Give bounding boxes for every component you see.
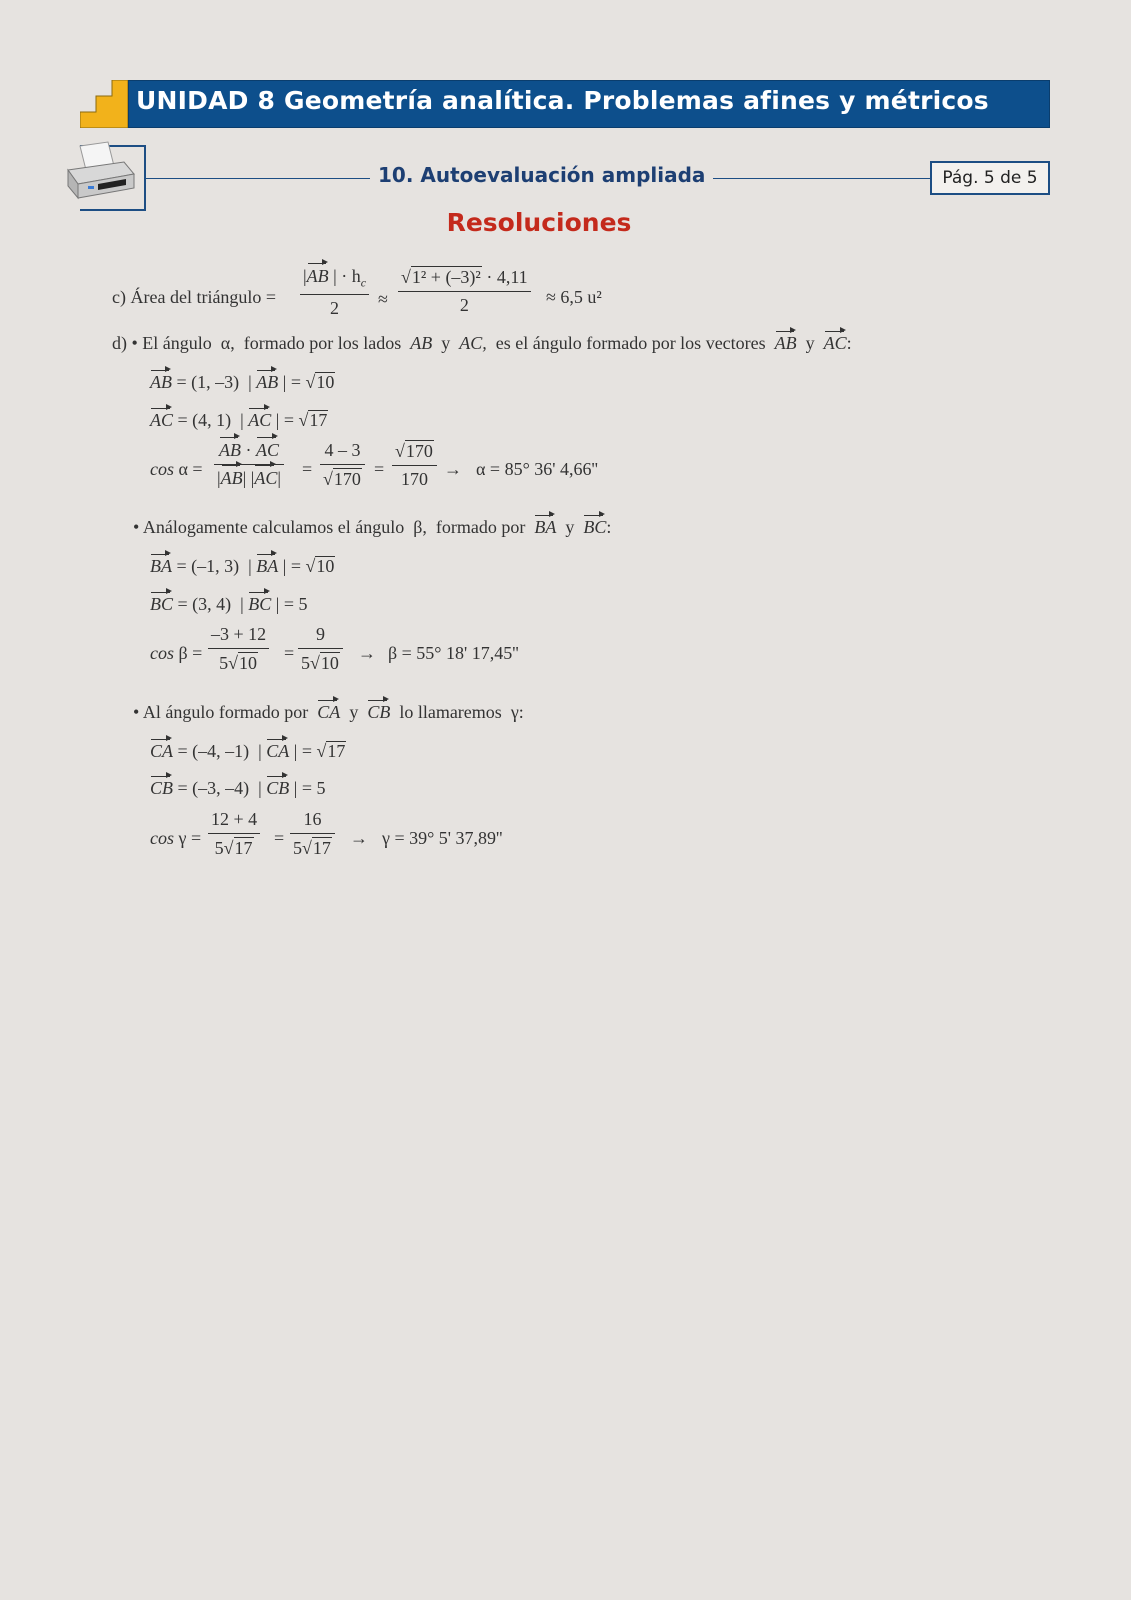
cos-gamma-fraction-1: $\frac{12 + 4}{5√17}$ <box>208 809 260 859</box>
printer-icon[interactable] <box>64 140 138 206</box>
area-result: ≈ 6,5 u² <box>546 287 602 307</box>
unit-title: UNIDAD 8 Geometría analítica. Problemas afines y métricos <box>136 86 989 115</box>
ba-vector-line: BA = (–1, 3) | BA | = √10 <box>150 556 335 576</box>
cos-beta-label: cos β = <box>150 643 203 663</box>
cos-beta-fraction-2: $\frac{9}{5√10}$ <box>298 624 343 674</box>
stairs-logo-icon <box>80 80 128 128</box>
arrow: → <box>358 643 376 663</box>
arrow: → <box>444 459 462 479</box>
area-fraction-2: $\frac{\text{√1² + (–3)² · 4,11}}{2}$ <box>398 266 531 316</box>
beta-intro: • Análogamente calculamos el ángulo β, formado por BA y BC: <box>133 517 612 537</box>
cb-vector-line: CB = (–3, –4) | CB | = 5 <box>150 778 326 798</box>
cos-beta-fraction-1: $\frac{-3 + 12}{5√10}$ <box>208 624 269 674</box>
cos-alpha-fraction-2: $\frac{4 - 3}{√170}$ <box>320 440 365 490</box>
ca-vector-line: CA = (–4, –1) | CA | = √17 <box>150 741 346 761</box>
cos-gamma-label: cos γ = <box>150 828 202 848</box>
equals-1: = <box>302 459 313 479</box>
section-title: 10. Autoevaluación ampliada <box>370 163 713 187</box>
bc-vector-line: BC = (3, 4) | BC | = 5 <box>150 594 308 614</box>
resoluciones-heading: Resoluciones <box>446 208 632 237</box>
ac-vector-line: AC = (4, 1) | AC | = √17 <box>150 410 328 430</box>
approx-sign: ≈ <box>378 289 388 309</box>
equals-2: = <box>374 459 385 479</box>
cos-alpha-label: cos α = <box>150 459 203 479</box>
page-indicator: Pág. 5 de 5 <box>930 161 1050 195</box>
part-d-intro: d) • El ángulo α, formado por los lados AB y AC, es el ángulo formado por los vectores AB y AC: <box>112 333 852 353</box>
area-fraction-1: $\frac{|AB | \cdot h_c}{2}$ <box>300 266 369 319</box>
cos-gamma-fraction-2: $\frac{16}{5√17}$ <box>290 809 335 859</box>
equals-gamma: = <box>274 828 285 848</box>
gamma-result: γ = 39° 5' 37,89'' <box>382 828 503 848</box>
part-c-label: c) Área del triángulo = <box>112 287 277 307</box>
ab-vector-line: AB = (1, –3) | AB | = √10 <box>150 372 335 392</box>
arrow: → <box>350 828 368 848</box>
cos-alpha-fraction-1: $\frac{AB \cdot AC}{|AB| |AC|}$ <box>214 440 284 489</box>
alpha-result: α = 85° 36' 4,66'' <box>476 459 599 479</box>
equals-beta: = <box>284 643 295 663</box>
gamma-intro: • Al ángulo formado por CA y CB lo llamaremos γ: <box>133 702 524 722</box>
vector-ab: AB <box>306 266 329 286</box>
cos-alpha-fraction-3: $\frac{√170}{170}$ <box>392 440 437 490</box>
beta-result: β = 55° 18' 17,45'' <box>388 643 519 663</box>
